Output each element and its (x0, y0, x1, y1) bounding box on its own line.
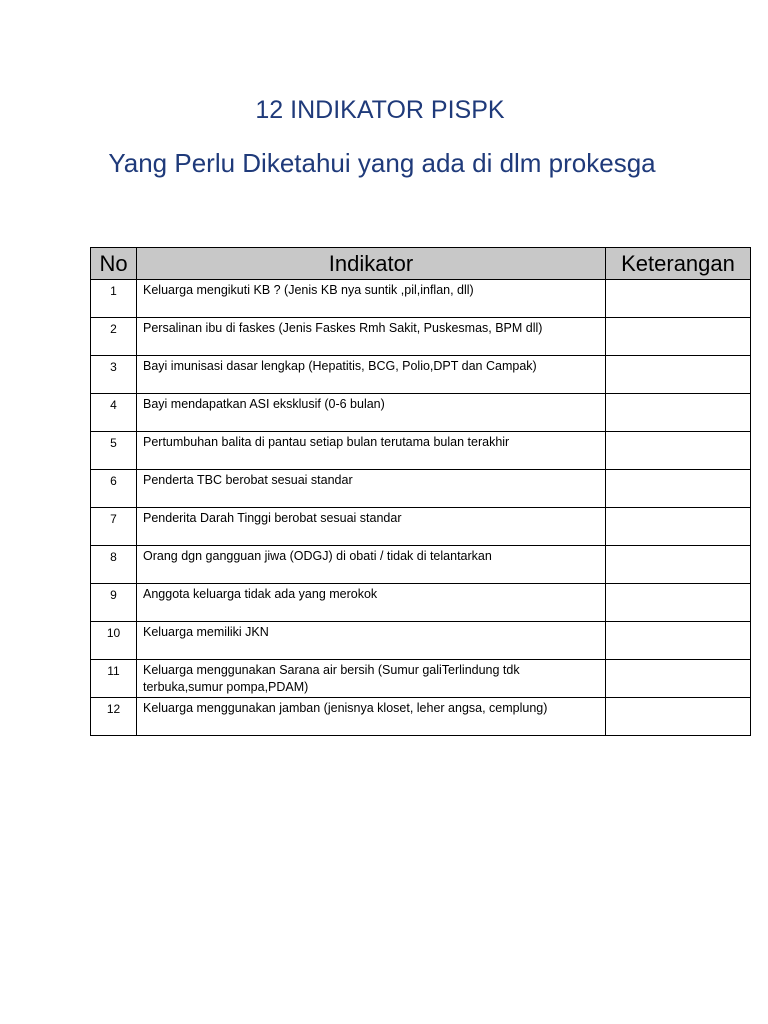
row-no: 12 (91, 698, 137, 736)
row-indikator: Keluarga mengikuti KB ? (Jenis KB nya suntik ,pil,inflan, dll) (137, 280, 606, 318)
row-keterangan (606, 432, 751, 470)
row-no: 3 (91, 356, 137, 394)
table-row (91, 432, 751, 470)
row-keterangan (606, 356, 751, 394)
row-indikator: Anggota keluarga tidak ada yang merokok (137, 584, 606, 622)
row-keterangan (606, 698, 751, 736)
row-indikator: Penderta TBC berobat sesuai standar (137, 470, 606, 508)
table-row (91, 660, 751, 698)
table-row (91, 394, 751, 432)
header-indikator: Indikator (137, 248, 606, 280)
row-no: 7 (91, 508, 137, 546)
row-indikator: Bayi mendapatkan ASI eksklusif (0-6 bulan) (137, 394, 606, 432)
table-row (91, 546, 751, 584)
document-subtitle: Yang Perlu Diketahui yang ada di dlm prokesga (108, 148, 656, 178)
row-keterangan (606, 660, 751, 698)
row-indikator: Keluarga menggunakan Sarana air bersih (Sumur galiTerlindung tdk terbuka,sumur pompa,PDAM) (137, 660, 606, 698)
document-title: 12 INDIKATOR PISPK (255, 96, 505, 124)
row-indikator: Keluarga menggunakan jamban (jenisnya kloset, leher angsa, cemplung) (137, 698, 606, 736)
row-indikator: Persalinan ibu di faskes (Jenis Faskes Rmh Sakit, Puskesmas, BPM dll) (137, 318, 606, 356)
row-keterangan (606, 584, 751, 622)
row-indikator: Penderita Darah Tinggi berobat sesuai standar (137, 508, 606, 546)
indicator-table (90, 247, 751, 736)
row-indikator: Bayi imunisasi dasar lengkap (Hepatitis, BCG, Polio,DPT dan Campak) (137, 356, 606, 394)
row-no: 5 (91, 432, 137, 470)
table-row (91, 356, 751, 394)
table-row (91, 622, 751, 660)
table-header-row (91, 248, 751, 280)
row-no: 9 (91, 584, 137, 622)
header-keterangan: Keterangan (606, 248, 751, 280)
row-keterangan (606, 280, 751, 318)
row-indikator: Orang dgn gangguan jiwa (ODGJ) di obati / tidak di telantarkan (137, 546, 606, 584)
row-indikator: Pertumbuhan balita di pantau setiap bulan terutama bulan terakhir (137, 432, 606, 470)
table-row (91, 318, 751, 356)
row-keterangan (606, 622, 751, 660)
row-no: 4 (91, 394, 137, 432)
header-no: No (91, 248, 137, 280)
row-keterangan (606, 546, 751, 584)
row-indikator: Keluarga memiliki JKN (137, 622, 606, 660)
row-no: 1 (91, 280, 137, 318)
table-row (91, 584, 751, 622)
table-row (91, 280, 751, 318)
row-keterangan (606, 508, 751, 546)
row-no: 11 (91, 660, 137, 698)
row-no: 6 (91, 470, 137, 508)
row-no: 8 (91, 546, 137, 584)
row-keterangan (606, 318, 751, 356)
row-keterangan (606, 394, 751, 432)
row-no: 10 (91, 622, 137, 660)
row-no: 2 (91, 318, 137, 356)
row-keterangan (606, 470, 751, 508)
table-row (91, 698, 751, 736)
table-row (91, 470, 751, 508)
table-row (91, 508, 751, 546)
